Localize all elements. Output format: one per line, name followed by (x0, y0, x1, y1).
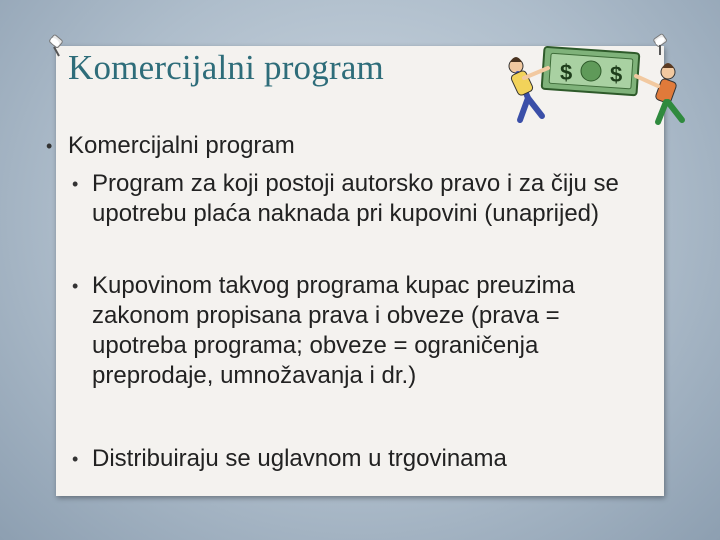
bullet-dot: • (72, 276, 79, 296)
slide-title: Komercijalni program (68, 48, 384, 87)
bullet-dot: • (46, 136, 53, 156)
dollar-sign: $ (560, 60, 573, 85)
dollar-sign: $ (610, 62, 623, 87)
sub-bullet: • Program za koji postoji autorsko pravo i za čiju se upotrebu plaća naknada pri kupovini (unaprijed) (72, 170, 619, 227)
bullet-dot: • (72, 174, 79, 194)
sub-bullet: • Distribuiraju se uglavnom u trgovinama (72, 445, 507, 472)
bullet-dot: • (72, 449, 79, 469)
bullet-main: • Komercijalni program (46, 132, 295, 159)
sub-bullet: • Kupovinom takvog programa kupac preuzima zakonom propisana prava i obveze (prava = upotreba programa; obveze = ograničenja preprodaje, umnožavanja i dr.) (72, 272, 575, 389)
